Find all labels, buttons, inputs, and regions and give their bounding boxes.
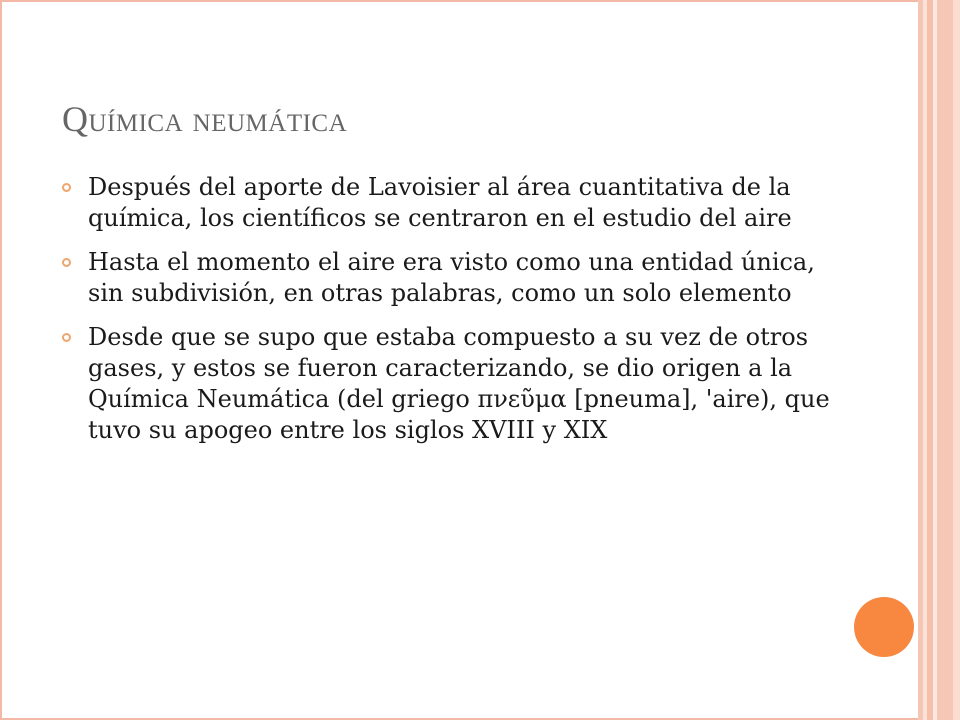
bullet-list [62, 172, 842, 459]
slide-title: Química neumática [62, 99, 348, 139]
bullet-item [62, 172, 842, 234]
bullet-item [62, 247, 842, 309]
decorative-stripe [937, 0, 953, 720]
decorative-circle [854, 597, 914, 657]
frame-left-border [0, 0, 2, 720]
bullet-item [62, 322, 842, 446]
hollow-circle-bullet-icon [62, 258, 71, 267]
hollow-circle-bullet-icon [62, 333, 71, 342]
frame-top-border [0, 0, 960, 2]
bullet-text: Hasta el momento el aire era visto como una entidad única, sin subdivisión, en otras palabras, como un solo elemento [88, 248, 815, 307]
bullet-text: Desde que se supo que estaba compuesto a su vez de otros gases, y estos se fueron caracterizando, se dio origen a la Química Neumática (del griego πνεῦμα [pneuma], 'aire), que tuvo su apogeo entre los siglos XVIII y XIX [88, 323, 830, 444]
decorative-stripe [953, 0, 960, 720]
bullet-text: Después del aporte de Lavoisier al área cuantitativa de la química, los científicos se centraron en el estudio del aire [88, 173, 792, 232]
hollow-circle-bullet-icon [62, 183, 71, 192]
